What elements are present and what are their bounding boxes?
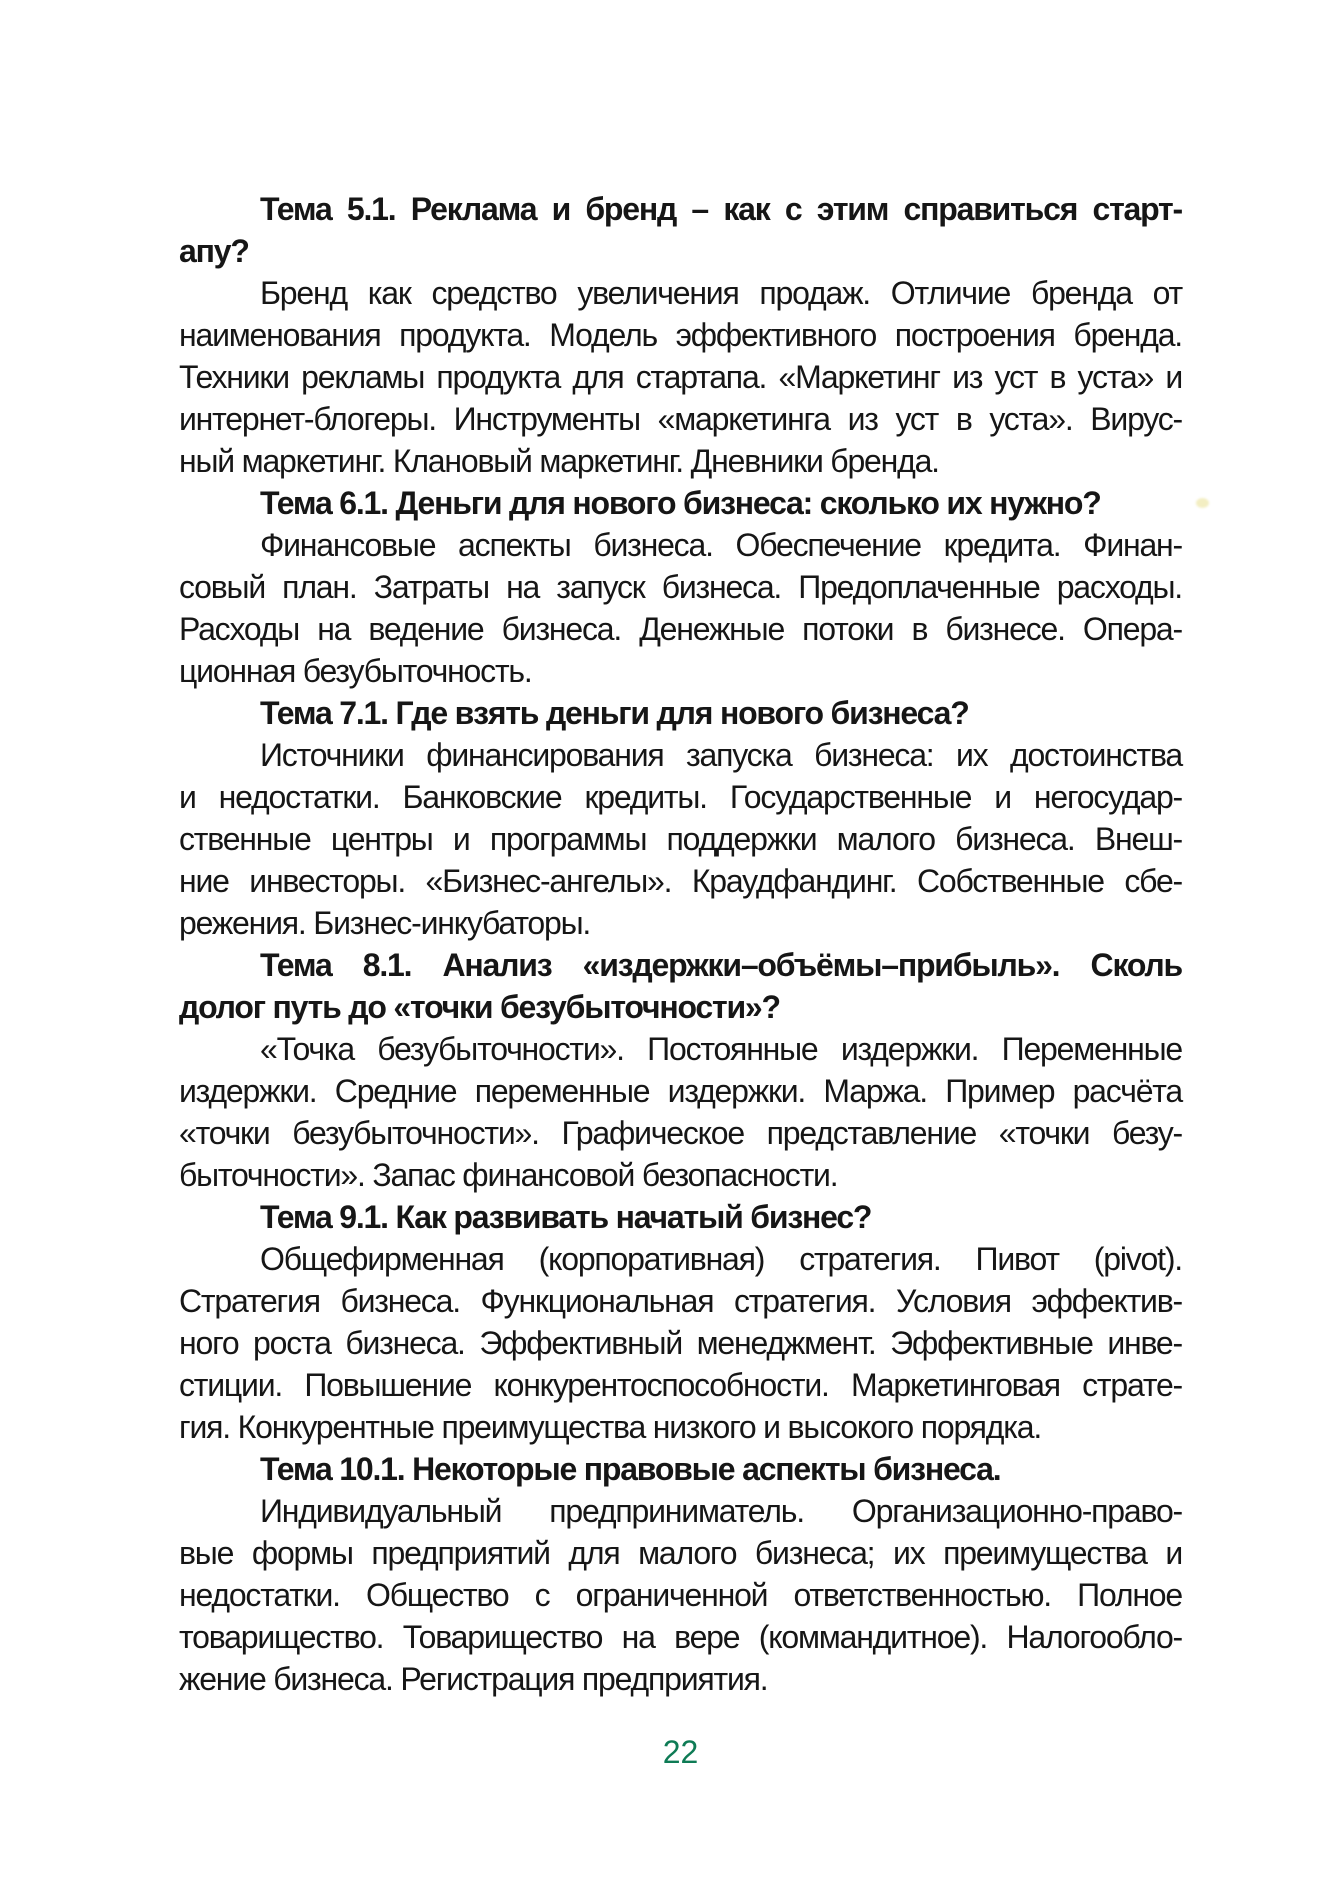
section-tema-5-1 <box>179 188 1182 482</box>
body-line: стиции. Повышение конкурентоспособности. Маркетинговая страте- <box>179 1367 1182 1403</box>
heading-line: Тема 8.1. Анализ «издержки–объёмы–прибыль». Сколь <box>260 947 1182 983</box>
body-line: Общефирменная (корпоративная) стратегия. Пивот (pivot). <box>260 1241 1182 1277</box>
body-line: «точки безубыточности». Графическое представление «точки безу- <box>179 1115 1182 1151</box>
body-line: жение бизнеса. Регистрация предприятия. <box>179 1661 768 1697</box>
heading-line: Тема 6.1. Деньги для нового бизнеса: сколько их нужно? <box>260 485 1101 521</box>
body-line: ный маркетинг. Клановый маркетинг. Дневники бренда. <box>179 443 939 479</box>
body-line: издержки. Средние переменные издержки. Маржа. Пример расчёта <box>179 1073 1182 1109</box>
heading-line: Тема 9.1. Как развивать начатый бизнес? <box>260 1199 872 1235</box>
body-line: режения. Бизнес-инкубаторы. <box>179 905 591 941</box>
section-tema-7-1 <box>179 692 1182 944</box>
body-line: Источники финансирования запуска бизнеса: их достоинства <box>260 737 1182 773</box>
body-line: ственные центры и программы поддержки малого бизнеса. Внеш- <box>179 821 1182 857</box>
body-line: Бренд как средство увеличения продаж. Отличие бренда от <box>260 275 1182 311</box>
heading-line: апу? <box>179 233 249 269</box>
body-line: товарищество. Товарищество на вере (коммандитное). Налогообло- <box>179 1619 1182 1655</box>
body-line: Финансовые аспекты бизнеса. Обеспечение кредита. Финан- <box>260 527 1182 563</box>
section-tema-9-1 <box>179 1196 1182 1448</box>
body-line: совый план. Затраты на запуск бизнеса. Предоплаченные расходы. <box>179 569 1182 605</box>
heading-line: Тема 7.1. Где взять деньги для нового бизнеса? <box>260 695 969 731</box>
text-block <box>179 188 1182 1700</box>
body-line: Индивидуальный предприниматель. Организационно-право- <box>260 1493 1182 1529</box>
heading-line: Тема 10.1. Некоторые правовые аспекты бизнеса. <box>260 1451 1001 1487</box>
body-line: ние инвесторы. «Бизнес-ангелы». Краудфандинг. Собственные сбе- <box>179 863 1182 899</box>
body-line: интернет-блогеры. Инструменты «маркетинга из уст в уста». Вирус- <box>179 401 1182 437</box>
body-line: наименования продукта. Модель эффективного построения бренда. <box>179 317 1182 353</box>
body-line: Расходы на ведение бизнеса. Денежные потоки в бизнесе. Опера- <box>179 611 1182 647</box>
body-line: Стратегия бизнеса. Функциональная стратегия. Условия эффектив- <box>179 1283 1182 1319</box>
section-tema-6-1 <box>179 482 1182 692</box>
section-tema-8-1 <box>179 944 1182 1196</box>
heading-line: Тема 5.1. Реклама и бренд – как с этим справиться старт- <box>260 191 1182 227</box>
section-tema-10-1 <box>179 1448 1182 1700</box>
body-line: ного роста бизнеса. Эффективный менеджмент. Эффективные инве- <box>179 1325 1182 1361</box>
page-number: 22 <box>662 1734 699 1770</box>
body-line: гия. Конкурентные преимущества низкого и высокого порядка. <box>179 1409 1042 1445</box>
body-line: вые формы предприятий для малого бизнеса; их преимущества и <box>179 1535 1182 1571</box>
stray-mark <box>1196 498 1209 508</box>
heading-line: долог путь до «точки безубыточности»? <box>179 989 780 1025</box>
body-line: «Точка безубыточности». Постоянные издержки. Переменные <box>260 1031 1182 1067</box>
body-line: Техники рекламы продукта для стартапа. «Маркетинг из уст в уста» и <box>179 359 1182 395</box>
body-line: недостатки. Общество с ограниченной ответственностью. Полное <box>179 1577 1182 1613</box>
body-line: быточности». Запас финансовой безопасности. <box>179 1157 838 1193</box>
body-line: ционная безубыточность. <box>179 653 532 689</box>
body-line: и недостатки. Банковские кредиты. Государственные и негосудар- <box>179 779 1182 815</box>
